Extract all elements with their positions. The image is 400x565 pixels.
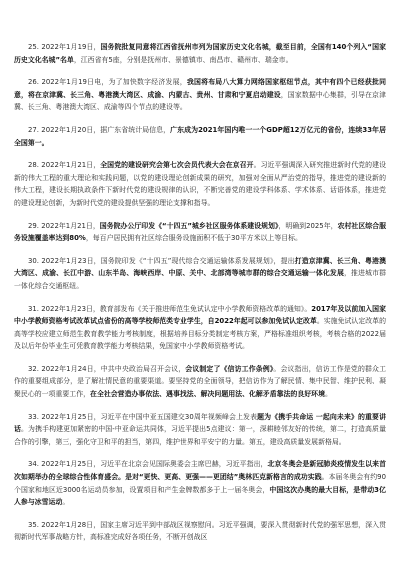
- timeline-entries: [14, 41, 386, 544]
- entry-text: 。为携手构建更加紧密的中国-中亚命运共同体，习近平提出5点建议：第一，深耕睦邻友好的传统，第二，打造高质量合作的引擎，第三，强化守卫和平的担当，第四，维护世界和平安宁的力量。第五，建设高质量发展新格局。: [14, 425, 386, 446]
- entry-highlight-text: 我国将布局八大算力网络国家枢纽节点，其中有四个已经获批同意，将在京津冀、长三角、粤港澳大湾区、成渝、内蒙古、贵州、甘肃和宁夏启动建设: [14, 78, 386, 99]
- entry-highlight-text: 中国这次办奥的最大目标，是带动3亿人参与冰雪运动: [14, 485, 386, 507]
- timeline-entry: [14, 411, 386, 449]
- entry-highlight-text: 北京冬奥会是新冠肺炎疫情发生以来首次如期举办的全球综合性体育盛会。是对“更快、更高、更强——更团结”奥林匹克新格言的成功实践: [14, 460, 386, 482]
- entry-highlight-text: 农村社区综合服务设施覆盖率达到80%: [14, 221, 386, 243]
- entry-text: 。会议指出，信访工作是党的群众工作的重要组成部分，是了解社情民意的重要渠道。要坚持党的全面领导，把信访作为了解民情、集中民智、维护民利、凝聚民心的一项重要工作，: [14, 364, 386, 399]
- entry-highlight-text: 在全社会营造办事依法、遇事找法、解决问题用法、化解矛盾靠法的良好环境: [90, 390, 325, 399]
- entry-text: 34. 2022年1月25日，习近平在北京会见国际奥委会主席巴赫，习近平指出，: [28, 460, 268, 469]
- entry-highlight-text: 全国党的建设研究会第七次会员代表大会在京召开: [100, 161, 254, 170]
- timeline-entry: [14, 220, 386, 245]
- entry-highlight-text: 广东成为2021年国内唯一一个GDP超12万亿元的省份，连续33年居全国第一。: [14, 125, 386, 147]
- entry-text: 35. 2022年1月28日，国家主席习近平到中部战区视察慰问。习近平强调，要深入贯彻新时代党的强军思想，深入贯彻新时代军事战略方针，高标准完成好各项任务，不断开创战区: [14, 520, 386, 542]
- entry-highlight-text: 题为《携手共命运 一起向未来》的重要讲话: [14, 412, 386, 434]
- entry-highlight-text: 国务院批复同意将江西省抚州市列为国家历史文化名城，截至目前，全国有140个列入“国家历史文化名城”名单: [14, 43, 386, 64]
- entry-text: 25. 2022年1月19日，: [28, 43, 101, 51]
- timeline-entry: [14, 124, 386, 149]
- entry-text: 27. 2022年1月20日，据广东省统计局信息，: [28, 125, 171, 134]
- entry-text: 。本届冬奥会有约90个国家和地区近3000名运动员参加，设置项目和产生金牌数都多于上一届冬奥会，: [14, 473, 386, 494]
- timeline-entry: [14, 76, 386, 114]
- entry-highlight-text: 会议制定了《信访工作条例》: [185, 364, 274, 373]
- timeline-entry: [14, 159, 386, 209]
- entry-text: 。习近平强调深入研究推进新时代党的建设新的伟大工程的重大理论和实践问题，以党的建设理论创新成果的研究，加强对全面从严治党的指导，推进党的建设新的伟大工程，建设长期执政条件下新时代党的建设规律的认识，不断完善党的建设学科体系、学术体系、话语体系，推进党的建设理论创新，为新时代党的建设提供坚强的理论支撑和指导。: [14, 161, 386, 207]
- entry-text: 30. 2022年1月23日，国务院印发《“十四五”现代综合交通运输体系发展规划》，提出: [28, 256, 295, 265]
- timeline-entry: [14, 363, 386, 401]
- timeline-entry: [14, 519, 386, 544]
- entry-highlight-text: 国务院办公厅印发《“十四五”城乡社区服务体系建设规划》: [99, 221, 279, 230]
- entry-highlight-text: 2017年及以前加入国家中小学教师资格考试改革试点省份的高等学校师范类专业学生，自2022年起可以参加免试认定改革: [14, 304, 386, 326]
- entry-text: ，江西省有5座，分别是抚州市、景德镇市、南昌市、赣州市、瑞金市。: [73, 55, 293, 64]
- entry-text: 28. 2022年1月21日，: [28, 161, 101, 170]
- entry-text: ，明确到2025年，: [278, 221, 338, 230]
- entry-text: 。: [325, 390, 332, 399]
- timeline-entry: [14, 255, 386, 293]
- entry-text: 。实施免试认定改革的高等学校应建立师范生教育教学能力考核制度，根据培养目标分类制定考核方案，严格标准组织考核，考核合格的2022届及以后年份毕业生可凭教育教学能力考核结果，免国家中小学教师资格考试。: [14, 317, 387, 351]
- entry-text: ，推进城市群一体化综合交通枢纽。: [14, 269, 386, 290]
- entry-highlight-text: 打造京津冀、长三角、粤港澳大湾区、成渝、长江中游、山东半岛、海峡西岸、中原、关中、北部湾等城市群的综合交通运输一体化发展: [14, 256, 386, 278]
- entry-text: ，国家数据中心集群，引导在京津冀、长三角、粤港澳大湾区、成渝等四个节点的建设等。: [14, 90, 386, 112]
- timeline-entry: [14, 303, 386, 353]
- entry-text: 26. 2022年1月19日电，为了加快数字经济发展，: [28, 78, 187, 87]
- entry-text: ，每百户居民拥有社区综合服务设施面积不低于30平方米以上等目标。: [85, 234, 302, 243]
- entry-text: 31. 2022年1月23日，教育部发布《关于推进师范生免试认定中小学教师资格改革的通知》。: [28, 304, 312, 313]
- timeline-entry: [14, 41, 386, 66]
- entry-text: 33. 2022年1月25日，习近平在中国中亚五国建交30周年视频峰会上发表: [28, 412, 258, 421]
- entry-text: 。: [62, 498, 70, 507]
- timeline-entry: [14, 458, 386, 508]
- entry-text: 29. 2022年1月21日，: [28, 221, 100, 230]
- entry-text: 32. 2022年1月24日，中共中央政治局召开会议，: [28, 364, 186, 373]
